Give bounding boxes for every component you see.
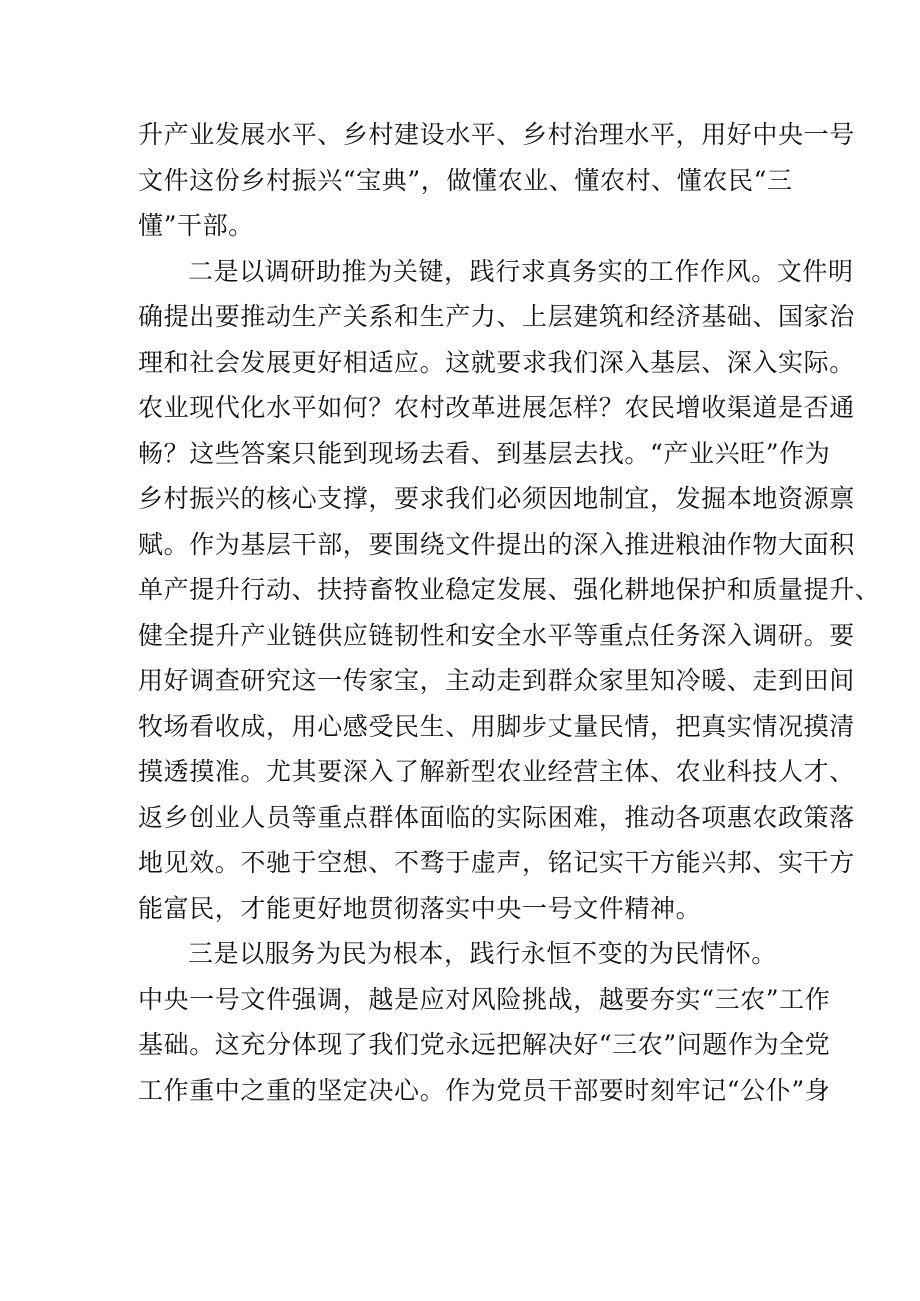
text-line: 单产提升行动、扶持畜牧业稳定发展、强化耕地保护和质量提升、 [138,575,881,604]
text-line: 理和社会发展更好相适应。这就要求我们深入基层、深入实际。 [138,347,855,377]
paragraph-start-line: 二是以调研助推为关键，践行求真务实的工作作风。文件明 [188,256,854,286]
text-line: 摸透摸准。尤其要深入了解新型农业经营主体、农业科技人才、 [138,757,855,786]
text-line: 农业现代化水平如何？农村改革进展怎样？农民增收渠道是否通 [138,393,855,422]
text-line: 返乡创业人员等重点群体面临的实际困难，推动各项惠农政策落 [138,802,855,832]
text-line: 确提出要推动生产关系和生产力、上层建筑和经济基础、国家治 [138,302,855,331]
text-line: 工作重中之重的坚定决心。作为党员干部要时刻牢记“公仆”身 [138,1075,831,1105]
text-line: 用好调查研究这一传家宝，主动走到群众家里知冷暖、走到田间 [138,666,855,695]
text-line: 健全提升产业链供应链韧性和安全水平等重点任务深入调研。要 [138,620,855,650]
text-line: 牧场看收成，用心感受民生、用脚步丈量民情，把真实情况摸清 [138,711,855,741]
text-line: 升产业发展水平、乡村建设水平、乡村治理水平，用好中央一号 [138,120,855,149]
text-line: 基础。这充分体现了我们党永远把解决好“三农”问题作为全党 [138,1030,831,1059]
text-line: 懂”干部。 [138,211,254,240]
text-line: 地见效。不驰于空想、不骛于虚声，铭记实干方能兴邦、实干方 [138,848,855,877]
document-body [138,112,881,1113]
text-line: 文件这份乡村振兴“宝典”，做懂农业、懂农村、懂农民“三 [138,165,793,195]
text-line: 赋。作为基层干部，要围绕文件提出的深入推进粮油作物大面积 [138,529,855,559]
paragraph-start-line: 三是以服务为民为根本，践行永恒不变的为民情怀。 [188,939,777,968]
text-line: 畅？这些答案只能到现场去看、到基层去找。“产业兴旺”作为 [138,438,831,468]
text-line: 中央一号文件强调，越是应对风险挑战，越要夯实“三农”工作 [138,984,831,1014]
text-line: 能富民，才能更好地贯彻落实中央一号文件精神。 [138,893,702,923]
text-line: 乡村振兴的核心支撑，要求我们必须因地制宜，发掘本地资源禀 [138,484,855,513]
